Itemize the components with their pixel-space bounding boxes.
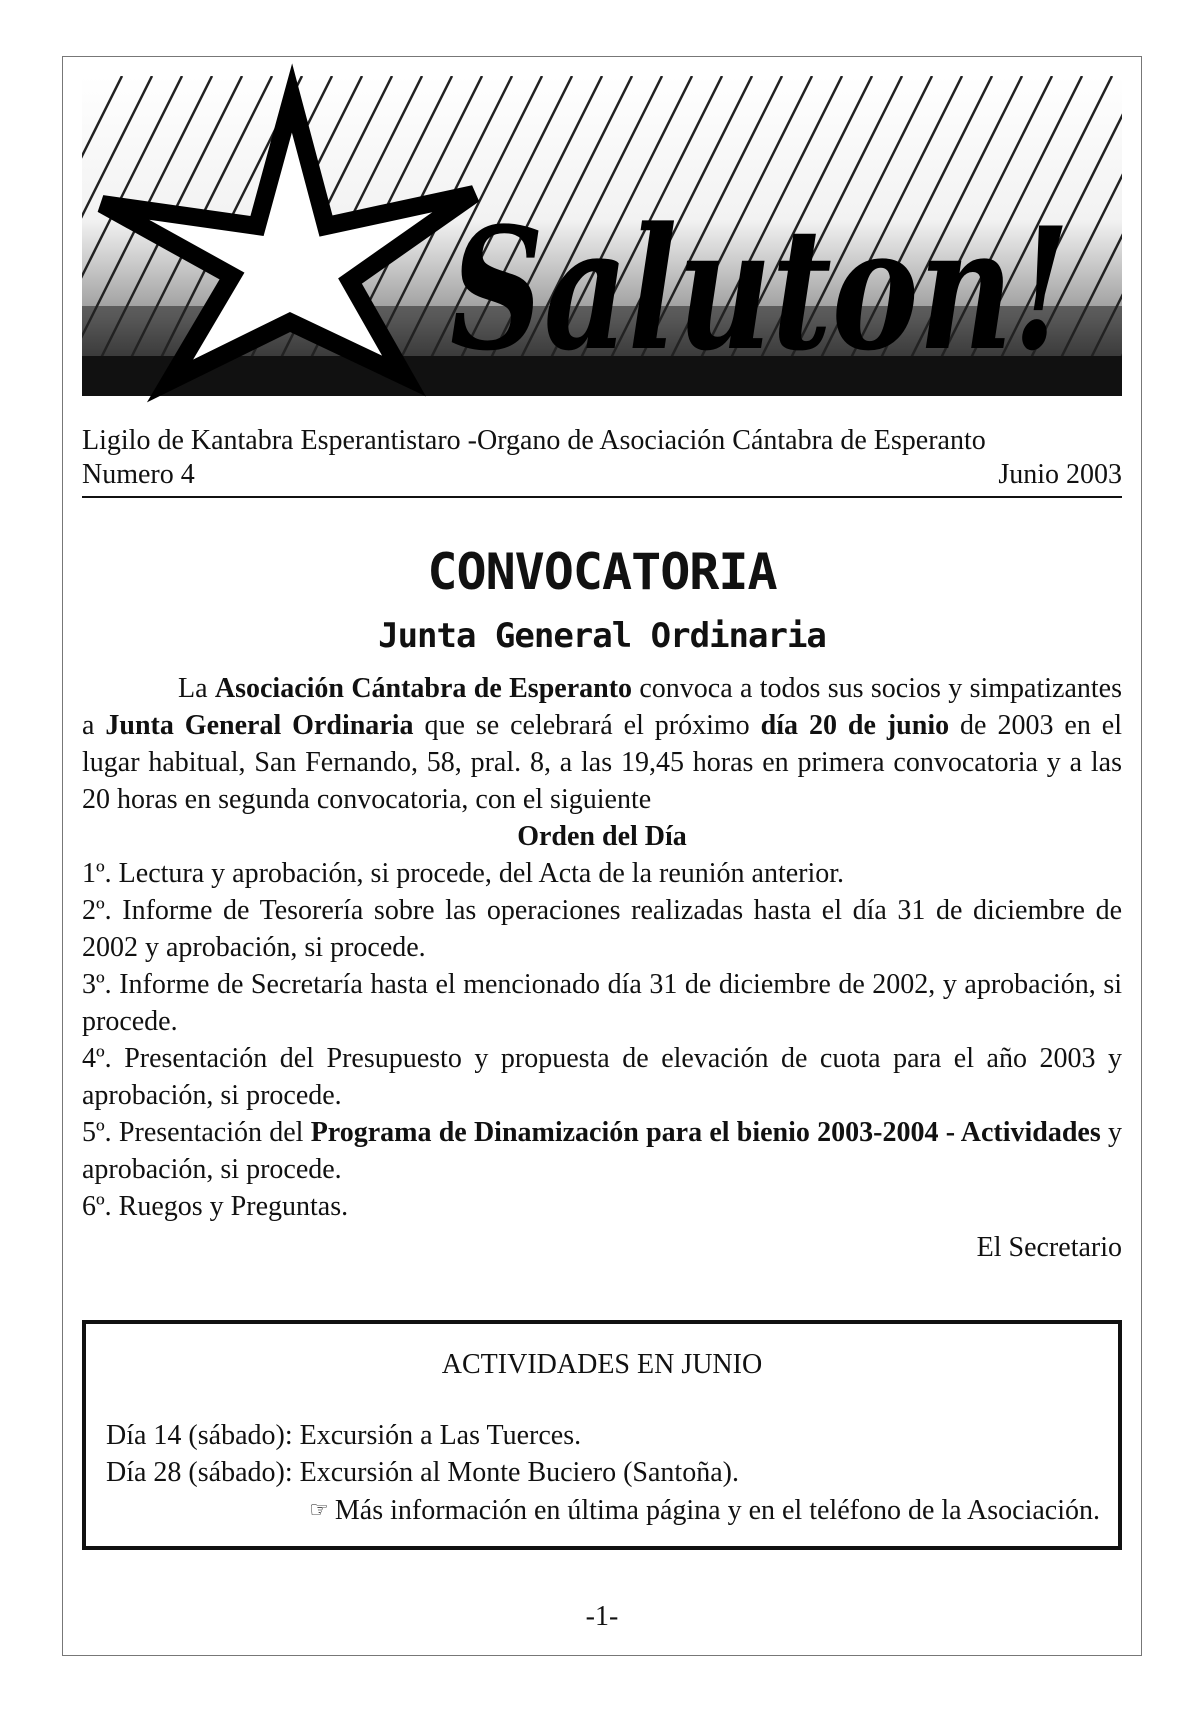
intro-text: convoca a todos sus socios y simpatizantes a — [82, 673, 1122, 741]
activities-box — [82, 1320, 1122, 1550]
pointing-hand-icon: ☞ — [309, 1497, 329, 1522]
masthead-subtitle: Ligilo de Kantabra Esperantistaro -Organo de Asociación Cántabra de Esperanto — [82, 425, 986, 456]
intro-paragraph — [82, 670, 1122, 818]
page-number: -1- — [585, 1601, 619, 1632]
convocatoria-subtitle: Junta General Ordinaria — [378, 616, 826, 656]
agenda-item: 6º. Ruegos y Preguntas. — [82, 1191, 349, 1222]
intro-bold-association: Asociación Cántabra de Esperanto — [214, 673, 633, 704]
activities-info — [106, 1491, 1118, 1529]
intro-text: de 2003 en el lugar habitual, San Fernando, 58, pral. 8, a las 19,45 horas en primera convocatoria y a las 20 horas en segunda convocatoria, con el siguiente — [82, 710, 1122, 815]
masthead — [82, 424, 1122, 492]
agenda-item: 3º. Informe de Secretaría hasta el mencionado día 31 de diciembre de 2002, y aprobación, si procede. — [82, 969, 1122, 1037]
activities-title: ACTIVIDADES EN JUNIO — [441, 1349, 763, 1380]
header-divider — [82, 496, 1122, 498]
agenda-item: 4º. Presentación del Presupuesto y propuesta de elevación de cuota para el año 2003 y aprobación, si procede. — [82, 1043, 1122, 1111]
intro-text: La — [178, 673, 215, 704]
activity-item: Día 28 (sábado): Excursión al Monte Buciero (Santoña). — [106, 1457, 739, 1488]
signature: El Secretario — [976, 1232, 1122, 1263]
activity-item: Día 14 (sábado): Excursión a Las Tuerces. — [106, 1420, 582, 1451]
activities-list — [86, 1417, 1118, 1529]
intro-bold-junta: Junta General Ordinaria — [105, 710, 414, 741]
agenda-item: 2º. Informe de Tesorería sobre las operaciones realizadas hasta el día 31 de diciembre de 2002 y aprobación, si procede. — [82, 895, 1122, 963]
issue-date: Junio 2003 — [998, 459, 1122, 490]
convocatoria-title: CONVOCATORIA — [427, 543, 777, 601]
issue-number: Numero 4 — [82, 459, 195, 490]
agenda-item — [82, 1114, 1122, 1188]
intro-bold-date: día 20 de junio — [760, 710, 950, 741]
convocatoria-body — [82, 670, 1122, 1266]
intro-text: que se celebrará el próximo — [413, 710, 761, 741]
masthead-banner — [82, 76, 1122, 396]
activities-info-text: Más información en última página y en el teléfono de la Asociación. — [334, 1495, 1100, 1526]
orden-title: Orden del Día — [517, 821, 687, 852]
agenda-item-bold: Programa de Dinamización para el bienio 2003-2004 - Actividades — [310, 1117, 1101, 1148]
agenda-item: 1º. Lectura y aprobación, si procede, del Acta de la reunión anterior. — [82, 858, 845, 889]
agenda-item-text: 5º. Presentación del — [82, 1117, 311, 1148]
agenda-item-text: y aprobación, si procede. — [82, 1117, 1122, 1185]
banner-title: Saluton! — [450, 190, 1070, 388]
